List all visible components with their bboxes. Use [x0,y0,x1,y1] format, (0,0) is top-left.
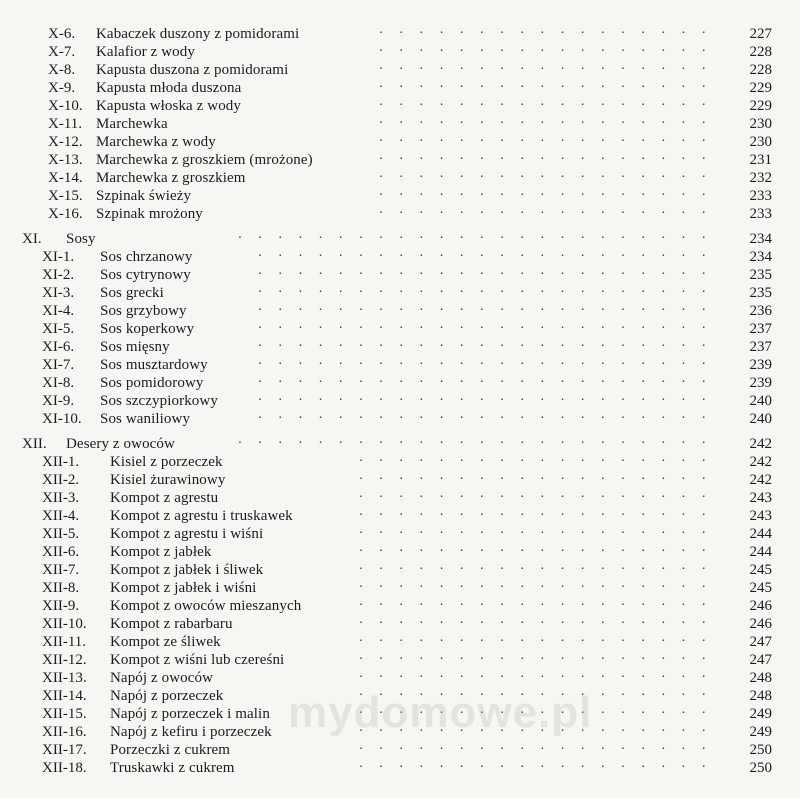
entry-page: 230 [749,116,772,132]
dot-leader [368,115,712,133]
entry-title: Sos pomidorowy [100,375,204,391]
entry-page: 233 [749,206,772,222]
entry-page: 239 [749,357,772,373]
entry-number: X-9. [48,80,76,96]
entry-title: Kompot z agrestu i wiśni [110,526,264,542]
dot-leader [358,579,712,597]
toc-entry [18,205,772,223]
section-page: 242 [749,436,772,452]
toc-entry [18,356,772,374]
toc-entry [18,338,772,356]
section-title: Desery z owoców [66,436,175,452]
entry-number: XII-3. [42,490,80,506]
entry-title: Sos musztardowy [100,357,208,373]
entry-number: XI-1. [42,249,75,265]
dot-leader [243,284,712,302]
entry-page: 235 [749,285,772,301]
entry-page: 231 [749,152,772,168]
dot-leader [358,687,712,705]
toc-entry [18,97,772,115]
entry-number: XII-10. [42,616,87,632]
entry-title: Kompot z jabłek i wiśni [110,580,257,596]
entry-page: 232 [749,170,772,186]
entry-title: Kisiel z porzeczek [110,454,223,470]
table-of-contents [18,25,772,777]
entry-title: Sos chrzanowy [100,249,193,265]
entry-number: XII-16. [42,724,87,740]
dot-leader [243,338,712,356]
toc-entry [18,489,772,507]
toc-entry [18,705,772,723]
entry-page: 237 [749,339,772,355]
entry-page: 243 [749,508,772,524]
toc-entry [18,374,772,392]
toc-entry [18,741,772,759]
section-number: XII. [22,436,47,452]
section-title: Sosy [66,231,96,247]
entry-page: 240 [749,393,772,409]
entry-title: Marchewka z groszkiem (mrożone) [96,152,313,168]
entry-number: X-12. [48,134,83,150]
entry-number: X-6. [48,26,76,42]
entry-number: XI-3. [42,285,75,301]
entry-page: 250 [749,742,772,758]
dot-leader [358,597,712,615]
section-page: 234 [749,231,772,247]
dot-leader [368,61,712,79]
dot-leader [243,320,712,338]
entry-page: 236 [749,303,772,319]
entry-page: 228 [749,62,772,78]
entry-page: 247 [749,634,772,650]
dot-leader [358,507,712,525]
toc-entry [18,543,772,561]
entry-number: XII-18. [42,760,87,776]
toc-entry [18,284,772,302]
entry-page: 245 [749,562,772,578]
entry-number: XII-4. [42,508,80,524]
entry-title: Kabaczek duszony z pomidorami [96,26,300,42]
entry-number: X-15. [48,188,83,204]
entry-title: Kapusta duszona z pomidorami [96,62,289,78]
dot-leader [368,43,712,61]
entry-title: Sos mięsny [100,339,170,355]
toc-entry [18,43,772,61]
entry-title: Marchewka z groszkiem [96,170,246,186]
dot-leader [368,187,712,205]
dot-leader [243,374,712,392]
entry-page: 248 [749,688,772,704]
entry-number: XII-14. [42,688,87,704]
entry-number: XI-7. [42,357,75,373]
entry-number: XI-2. [42,267,75,283]
entry-page: 237 [749,321,772,337]
toc-entry [18,633,772,651]
dot-leader [358,723,712,741]
entry-page: 244 [749,526,772,542]
toc-entry [18,471,772,489]
entry-title: Szpinak świeży [96,188,192,204]
entry-number: X-10. [48,98,83,114]
entry-title: Sos grzybowy [100,303,187,319]
dot-leader [228,435,712,453]
dot-leader [243,356,712,374]
entry-page: 245 [749,580,772,596]
entry-title: Kompot z rabarbaru [110,616,233,632]
entry-page: 230 [749,134,772,150]
dot-leader [358,471,712,489]
entry-number: XI-5. [42,321,75,337]
dot-leader [358,543,712,561]
dot-leader [243,302,712,320]
entry-page: 250 [749,760,772,776]
toc-entry [18,651,772,669]
dot-leader [243,248,712,266]
entry-number: X-16. [48,206,83,222]
entry-page: 244 [749,544,772,560]
dot-leader [358,615,712,633]
entry-title: Sos szczypiorkowy [100,393,218,409]
entry-page: 242 [749,454,772,470]
entry-title: Sos koperkowy [100,321,195,337]
entry-title: Kompot z jabłek i śliwek [110,562,264,578]
toc-entry [18,320,772,338]
entry-page: 229 [749,98,772,114]
toc-entry [18,266,772,284]
dot-leader [368,169,712,187]
entry-number: X-13. [48,152,83,168]
toc-entry [18,687,772,705]
entry-number: X-11. [48,116,83,132]
toc-entry [18,187,772,205]
entry-page: 227 [749,26,772,42]
entry-number: X-8. [48,62,76,78]
dot-leader [358,759,712,777]
entry-title: Napój z porzeczek [110,688,224,704]
entry-number: XI-8. [42,375,75,391]
entry-title: Kompot z jabłek [110,544,212,560]
dot-leader [358,705,712,723]
watermark: mydomowe.pl [288,688,593,737]
dot-leader [358,453,712,471]
toc-entry [18,597,772,615]
entry-number: XI-9. [42,393,75,409]
entry-page: 247 [749,652,772,668]
entry-title: Napój z porzeczek i malin [110,706,270,722]
entry-page: 246 [749,598,772,614]
entry-title: Kompot z agrestu [110,490,219,506]
dot-leader [368,79,712,97]
dot-leader [358,633,712,651]
dot-leader [358,525,712,543]
toc-entry [18,392,772,410]
entry-title: Szpinak mrożony [96,206,203,222]
dot-leader [358,669,712,687]
toc-entry [18,525,772,543]
toc-entry [18,248,772,266]
entry-number: XII-13. [42,670,87,686]
entry-title: Kompot z owoców mieszanych [110,598,302,614]
entry-number: X-7. [48,44,76,60]
toc-entry [18,79,772,97]
toc-entry [18,410,772,428]
entry-title: Truskawki z cukrem [110,760,235,776]
toc-entry [18,723,772,741]
entry-page: 246 [749,616,772,632]
entry-number: XII-17. [42,742,87,758]
entry-page: 249 [749,724,772,740]
entry-number: XI-10. [42,411,82,427]
entry-number: XII-7. [42,562,80,578]
dot-leader [243,410,712,428]
dot-leader [368,97,712,115]
toc-entry [18,169,772,187]
entry-title: Marchewka z wody [96,134,216,150]
entry-page: 234 [749,249,772,265]
toc-entry [18,302,772,320]
entry-page: 248 [749,670,772,686]
entry-page: 239 [749,375,772,391]
entry-number: XII-9. [42,598,80,614]
toc-entry [18,133,772,151]
toc-entry [18,759,772,777]
entry-title: Kompot z agrestu i truskawek [110,508,293,524]
entry-page: 240 [749,411,772,427]
dot-leader [368,151,712,169]
dot-leader [368,133,712,151]
entry-number: X-14. [48,170,83,186]
entry-title: Sos waniliowy [100,411,191,427]
dot-leader [358,489,712,507]
toc-entry [18,669,772,687]
entry-page: 235 [749,267,772,283]
entry-number: XII-5. [42,526,80,542]
entry-page: 229 [749,80,772,96]
toc-entry [18,453,772,471]
dot-leader [243,392,712,410]
entry-title: Kapusta młoda duszona [96,80,242,96]
toc-entry [18,25,772,43]
toc-entry [18,151,772,169]
entry-title: Marchewka [96,116,168,132]
entry-title: Kompot ze śliwek [110,634,221,650]
dot-leader [368,205,712,223]
entry-number: XII-6. [42,544,80,560]
dot-leader [228,230,712,248]
toc-entry [18,579,772,597]
section-heading-xii [18,435,772,453]
entry-number: XI-6. [42,339,75,355]
entry-page: 228 [749,44,772,60]
toc-entry [18,615,772,633]
dot-leader [358,741,712,759]
dot-leader [243,266,712,284]
toc-entry [18,61,772,79]
entry-number: XI-4. [42,303,75,319]
dot-leader [368,25,712,43]
entry-page: 233 [749,188,772,204]
entry-title: Porzeczki z cukrem [110,742,231,758]
dot-leader [358,651,712,669]
entry-page: 243 [749,490,772,506]
entry-title: Kisiel żurawinowy [110,472,226,488]
entry-title: Kompot z wiśni lub czereśni [110,652,285,668]
entry-title: Sos cytrynowy [100,267,191,283]
entry-title: Kapusta włoska z wody [96,98,241,114]
entry-number: XII-2. [42,472,80,488]
toc-entry [18,115,772,133]
section-number: XI. [22,231,42,247]
entry-number: XII-11. [42,634,87,650]
section-heading-xi [18,230,772,248]
entry-title: Napój z owoców [110,670,214,686]
entry-title: Kalafior z wody [96,44,195,60]
entry-page: 249 [749,706,772,722]
toc-entry [18,561,772,579]
entry-title: Napój z kefiru i porzeczek [110,724,272,740]
entry-number: XII-1. [42,454,80,470]
entry-number: XII-15. [42,706,87,722]
dot-leader [358,561,712,579]
entry-number: XII-8. [42,580,80,596]
entry-page: 242 [749,472,772,488]
entry-number: XII-12. [42,652,87,668]
toc-entry [18,507,772,525]
entry-title: Sos grecki [100,285,164,301]
